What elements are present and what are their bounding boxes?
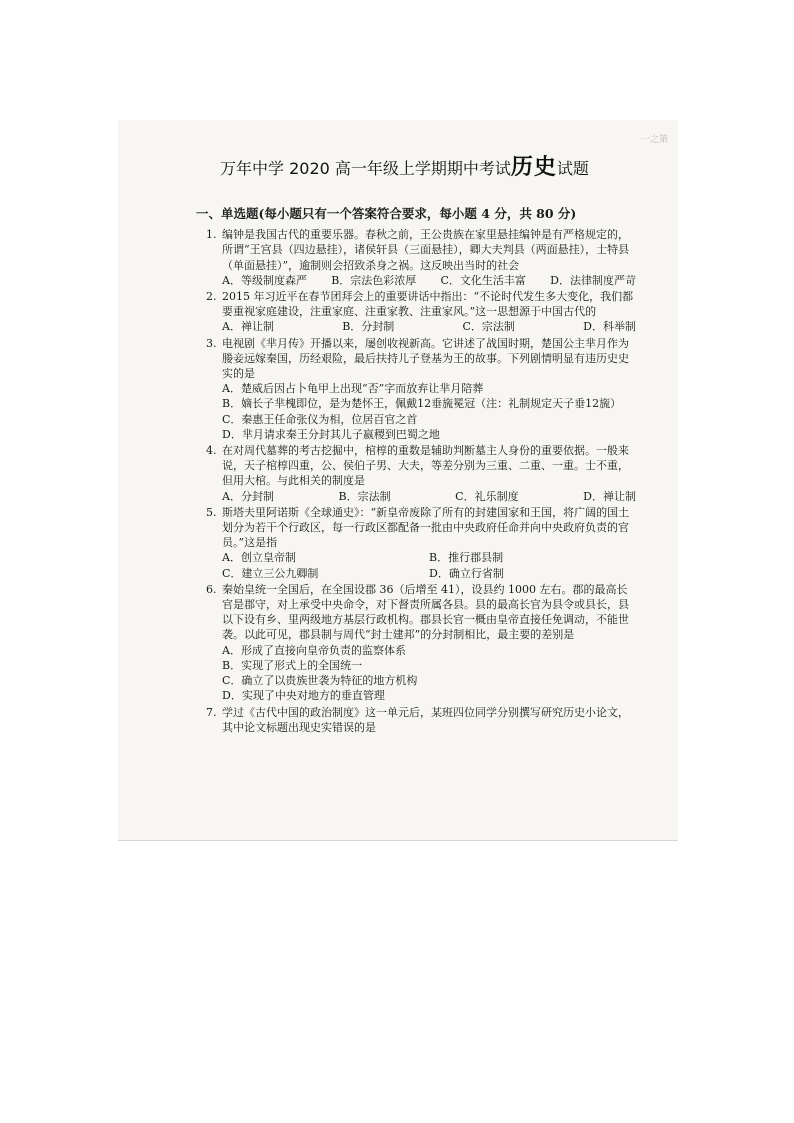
option-d: D．实现了中央对地方的垂直管理 [222,689,385,703]
exam-title [220,150,589,181]
option-a: A．分封制 [222,489,274,503]
question-options [206,489,636,504]
question-text: 编钟是我国古代的重要乐器。春秋之前，王公贵族在家里悬挂编钟是有严格规定的，所谓“王宫县（四边悬挂），诸侯轩县（三面悬挂），卿大夫判县（两面悬挂），士特县（单面悬挂）”，逾制则会招致杀身之祸。这反映出当时的社会 [222,228,630,272]
option-c: C．宗法制 [462,320,515,334]
option-d: D．确立行省制 [429,566,504,580]
question-text: 2015 年习近平在春节团拜会上的重要讲话中指出：“不论时代发生多大变化，我们都要重视家庭建设，注重家庭、注重家教、注重家风。”这一思想源于中国古代的 [222,290,634,319]
option-c: C．礼乐制度 [455,489,519,503]
question-2 [206,289,636,335]
option-c: C．文化生活丰富 [440,273,526,287]
exam-content [196,206,636,736]
option-b: B．宗法色彩浓厚 [331,273,417,287]
question-text: 学过《古代中国的政治制度》这一单元后，某班四位同学分别撰写研究历史小论文，其中论文标题出现史实错误的是 [222,705,629,734]
option-c: C．秦惠王任命张仪为相，位居百官之首 [222,412,418,426]
question-number: 4. [206,444,217,458]
question-number: 5. [206,505,217,519]
question-5 [206,505,636,581]
question-1 [206,227,636,288]
option-b: B．分封制 [342,320,395,334]
question-options [206,319,636,334]
section-heading: 一、单选题(每小题只有一个答案符合要求，每小题 4 分，共 80 分) [196,206,577,221]
question-number: 7. [206,705,217,719]
option-b: B．推行郡县制 [429,551,504,565]
question-number: 6. [206,582,217,596]
question-number: 1. [206,228,217,242]
option-b: B．嫡长子芈槐即位，是为楚怀王，佩戴12垂旒冕冠（注：礼制规定天子垂12旒） [222,397,622,411]
question-options [206,643,636,704]
question-options [206,273,636,288]
option-d: D．科举制 [583,320,636,334]
corner-mark: 一之第 [640,135,668,145]
question-text: 在对周代墓葬的考古挖掘中，棺椁的重数是辅助判断墓主人身份的重要依据。一般来说，天子棺椁四重，公、侯伯子男、大夫，等差分别为三重、二重、一重。士不重，但用大棺。与此相关的制度是 [222,444,629,488]
question-options [206,381,636,442]
exam-title-suffix: 试题 [556,159,589,178]
option-a: A．禅让制 [222,320,274,334]
option-a: A．楚威后因占卜龟甲上出现“否”字而放弃让芈月陪葬 [222,382,484,396]
scanned-exam-page [118,120,678,841]
exam-title-main: 万年中学 2020 高一年级上学期期中考试 [220,159,511,178]
question-text: 斯塔夫里阿诺斯《全球通史》：“新皇帝废除了所有的封建国家和王国，将广阔的国土划分为若干个行政区，每一行政区都配备一批由中央政府任命并向中央政府负责的官员。”这是指 [222,505,630,550]
option-a: A．创立皇帝制 [222,551,296,565]
question-options [206,550,636,580]
option-b: B．宗法制 [338,489,391,503]
question-number: 2. [206,290,217,304]
option-d: D．禅让制 [583,489,636,503]
option-a: A．形成了直接向皇帝负责的监察体系 [222,643,406,657]
question-text: 秦始皇统一全国后，在全国设郡 36（后增至 41），设县约 1000 左右。郡的最高长官是郡守，对上承受中央命令，对下督责所属各县。县的最高长官为县令或县长，县以下设有乡、里两级地方基层行政机构。郡县长官一概由皇帝直接任免调动，不能世袭。以此可见，郡县制与周代“封士建邦”的分封制相比，最主要的差别是 [222,582,629,642]
option-d: D．芈月请求秦王分封其儿子嬴稷到巴蜀之地 [222,427,440,441]
option-a: A．等级制度森严 [222,273,307,287]
option-d: D．法律制度严苛 [550,273,636,287]
question-3 [206,336,636,442]
question-number: 3. [206,336,217,350]
question-4 [206,443,636,504]
option-c: C．建立三公九卿制 [222,566,319,580]
exam-title-subject: 历史 [510,155,557,180]
option-c: C．确立了以贵族世袭为特征的地方机构 [222,674,418,688]
question-text: 电视剧《芈月传》开播以来，屡创收视新高。它讲述了战国时期，楚国公主芈月作为媵妾远嫁秦国，历经艰险，最后扶持儿子登基为王的故事。下列剧情明显有违历史史实的是 [222,336,629,381]
question-7 [206,705,636,735]
question-6 [206,582,636,704]
option-b: B．实现了形式上的全国统一 [222,658,363,672]
